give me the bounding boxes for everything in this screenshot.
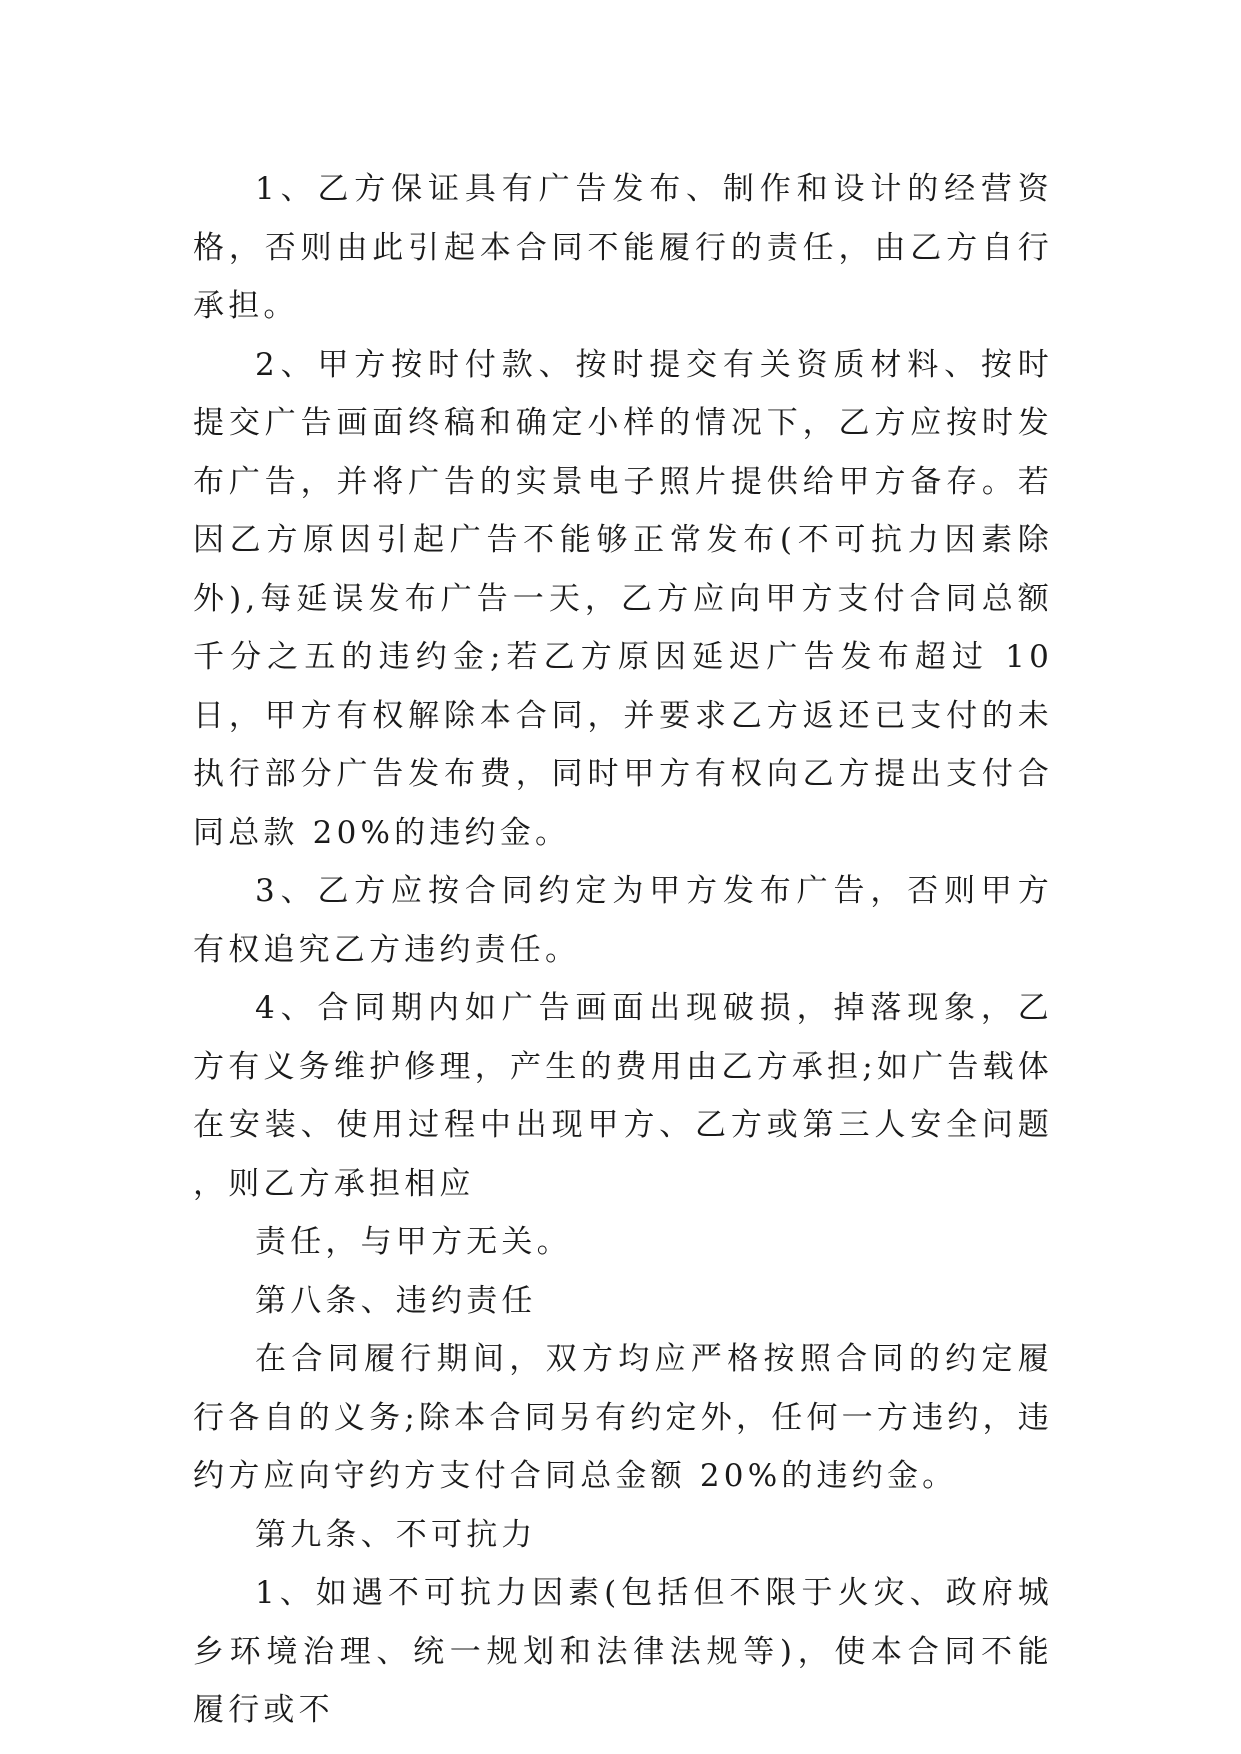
clause-3-publication-agreement: 3、乙方应按合同约定为甲方发布广告，否则甲方有权追究乙方违约责任。: [193, 873, 1053, 968]
article-8-heading: 第八条、违约责任: [255, 1282, 537, 1319]
clause-4-maintenance: 4、合同期内如广告画面出现破损，掉落现象，乙方有义务维护修理，产生的费用由乙方承担;如广告载体在安装、使用过程中出现甲方、乙方或第三人安全问题，则乙方承担相应: [193, 990, 1053, 1202]
clause-2-publication-obligation: 2、甲方按时付款、按时提交有关资质材料、按时提交广告画面终稿和确定小样的情况下，乙方应按时发布广告，并将广告的实景电子照片提供给甲方备存。若因乙方原因引起广告不能够正常发布(不可抗力因素除外),每延误发布广告一天，乙方应向甲方支付合同总额千分之五的违约金;若乙方原因延迟广告发布超过 10 日，甲方有权解除本合同，并要求乙方返还已支付的未执行部分广告发布费，同时甲方有权向乙方提出支付合同总款 20%的违约金。: [193, 346, 1053, 851]
article-8-body: 在合同履行期间，双方均应严格按照合同的约定履行各自的义务;除本合同另有约定外，任何一方违约，违约方应向守约方支付合同总金额 20%的违约金。: [193, 1341, 1053, 1494]
clause-1-qualification: 1、乙方保证具有广告发布、制作和设计的经营资格，否则由此引起本合同不能履行的责任，由乙方自行承担。: [193, 171, 1053, 324]
article-9-heading: 第九条、不可抗力: [255, 1516, 537, 1553]
document-body: [193, 160, 1053, 1740]
clause-4-continuation: 责任，与甲方无关。: [255, 1224, 572, 1260]
article-9-clause-1: 1、如遇不可抗力因素(包括但不限于火灾、政府城乡环境治理、统一规划和法律法规等)，使本合同不能履行或不: [193, 1575, 1053, 1728]
